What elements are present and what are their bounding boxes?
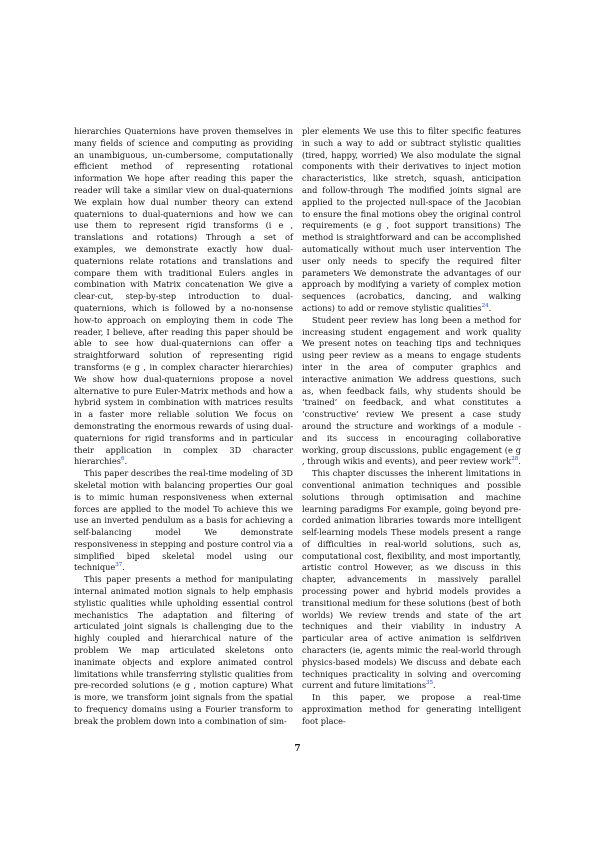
- citation-ref[interactable]: 6: [120, 456, 125, 463]
- paragraph-text: In this paper, we propose a real-time approximation method for generating intelligent foot place-: [302, 692, 521, 726]
- paragraph-tail: .: [122, 562, 125, 573]
- page-number: 7: [294, 744, 301, 754]
- left-column: [74, 126, 293, 728]
- paragraph-tail: .: [488, 302, 492, 313]
- right-paragraph-3: [302, 468, 521, 692]
- paragraph-tail: .: [518, 456, 521, 467]
- citation-ref[interactable]: 37: [115, 562, 123, 569]
- paragraph-text: This paper presents a method for manipulating internal animated motion signals to help emphasis stylistic qualities while upholding essential control mechanistics The adaptation and filtering of articulated joint signals is challenging due to the highly coupled and hierarchical nature of the problem We map articulated skeletons onto inanimate objects and explore animated control limitations while transferring stylistic qualities from pre-recorded solutions (e g , motion capture) What is more, we transform joint signals from the spatial to frequency domains using a Fourier transform to break the problem down into a combination of sim-: [74, 574, 293, 726]
- paragraph-tail: .: [433, 680, 436, 691]
- left-paragraph-2: [74, 468, 293, 574]
- left-paragraph-3: [74, 574, 293, 727]
- paragraph-text: pler elements We use this to filter specific features in such a way to add or subtract stylistic qualities (tired, happy, worried) We also modulate the signal components with their derivatives to inject motion characteristics, like stretch, squash, anticipation and follow-through The modified joints signal are applied to the projected null-space of the Jacobian to ensure the final motions obey the original control requirements (e g , foot support transitions) The method is straightforward and can be accomplished automatically without much user intervention The user only needs to specify the required filter parameters We demonstrate the advantages of our approach by modifying a variety of complex motion sequences (acrobatics, dancing, and walking actions) to add or remove stylistic qualities: [302, 126, 521, 313]
- citation-ref[interactable]: 24: [481, 302, 489, 309]
- left-paragraph-1: [74, 126, 293, 468]
- right-paragraph-4: [302, 692, 521, 727]
- paragraph-text: This chapter discusses the inherent limitations in conventional animation techniques and possible solutions through optimisation and machine learning paradigms For example, going beyond pre-corded animation libraries towards more intelligent self-learning models These models present a range of difficulties in real-world solutions, such as, computational cost, flexibility, and most importantly, artistic control However, as we discuss in this chapter, advancements in massively parallel processing power and hybrid models provides a transitional medium for these solutions (best of both worlds) We review trends and state of the art techniques and their viability in industry A particular area of active animation is selfdriven characters (ie, agents mimic the real-world through physics-based models) We discuss and debate each techniques practicality in solving and overcoming current and future limitations: [302, 468, 521, 691]
- citation-ref[interactable]: 28: [511, 456, 519, 463]
- right-paragraph-1: [302, 126, 521, 315]
- right-column: [302, 126, 521, 728]
- paragraph-text: Student peer review has long been a method for increasing student engagement and work quality We present notes on teaching tips and techniques using peer review as a means to engage students inter in the area of computer graphics and interactive animation We address questions, such as, when feedback fails, why students should be ‘trained’ on feedback, and what constitutes a ‘constructive’ review We present a case study around the structure and workings of a module - and its success in encouraging collaborative working, group discussions, public engagement (e g , through wikis and events), and peer review work: [302, 314, 521, 467]
- paragraph-text: This paper describes the real-time modeling of 3D skeletal motion with balancing properties Our goal is to mimic human responsiveness when external forces are applied to the model To achieve this we use an inverted pendulum as a basis for achieving a self-balancing model We demonstrate responsiveness in stepping and posture control via a simplified biped skeletal model using our technique: [74, 468, 293, 573]
- paragraph-text: hierarchies Quaternions have proven themselves in many fields of science and computing as providing an unambiguous, un-cumbersome, computationally efficient method of representing rotational information We hope after reading this paper the reader will take a similar view on dual-quaternions We explain how dual number theory can extend quaternions to dual-quaternions and how we can use them to represent rigid transforms (i e , translations and rotations) Through a set of examples, we demonstrate exactly how dual-quaternions relate rotations and translations and compare them with traditional Eulers angles in combination with Matrix concatenation We give a clear-cut, step-by-step introduction to dual-quaternions, which is followed by a no-nonsense how-to approach on employing them in code The reader, I believe, after reading this paper should be able to see how dual-quaternions can offer a straightforward solution of representing rigid transforms (e g , in complex character hierarchies) We show how dual-quaternions propose a novel alternative to pure Euler-Matrix methods and how a hybrid system in combination with matrices results in a faster more reliable solution We focus on demonstrating the enormous rewards of using dual-quaternions for rigid transforms and in particular their application in complex 3D character hierarchies: [74, 126, 293, 467]
- right-paragraph-2: [302, 315, 521, 468]
- citation-ref[interactable]: 35: [426, 680, 434, 687]
- paragraph-tail: .: [124, 456, 128, 467]
